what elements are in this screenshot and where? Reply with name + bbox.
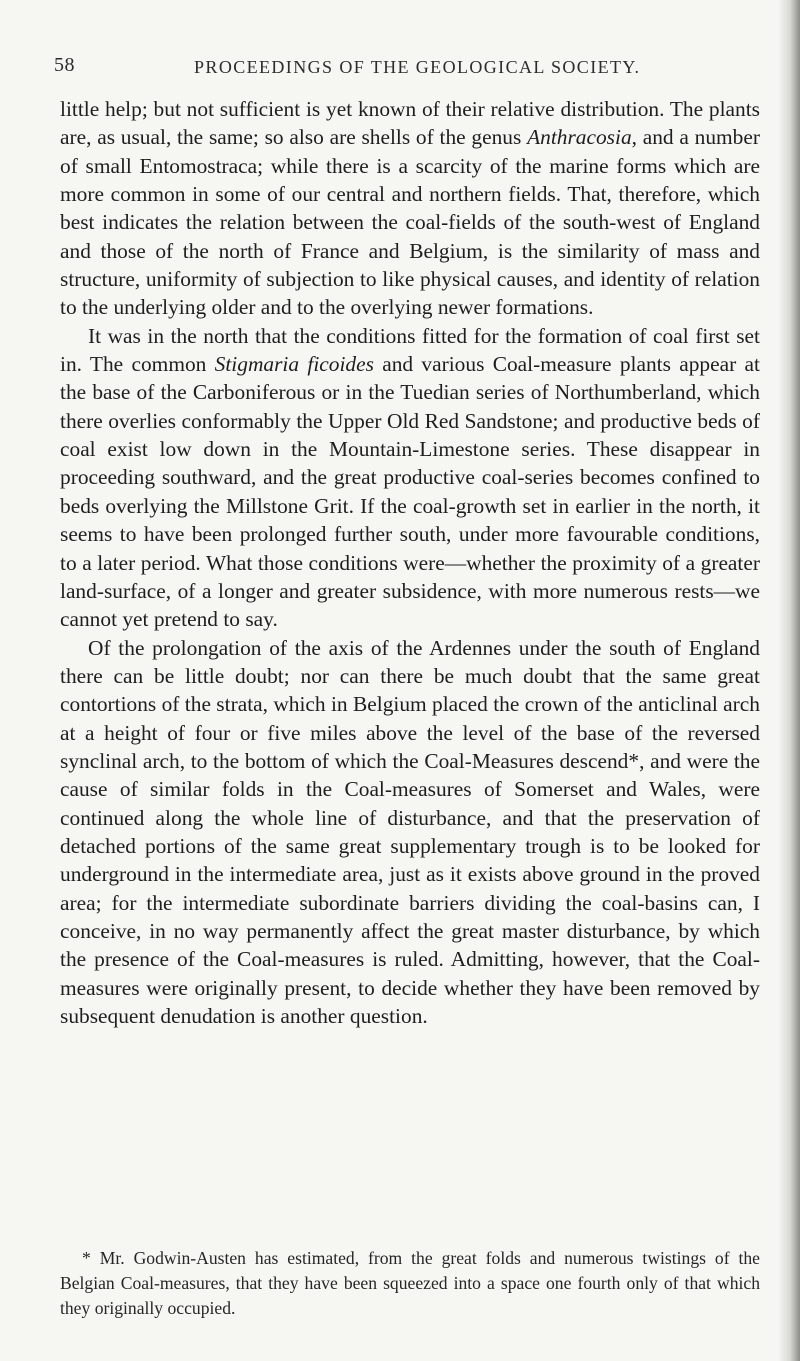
genus-anthracosia: Anthracosia [527,125,632,150]
paragraph-2-text-b: and various Coal-measure plants appear at the base of the Carboniferous or in the Tuedian series of Northumberland, which there overlies conformably the Upper Old Red Sandstone; and productive beds of coal exist low down in the Mountain-Limestone series. These disappear in proceeding southward, and the great productive coal-series becomes confined to beds overlying the Millstone Grit. If the coal-growth set in earlier in the north, it seems to have been prolonged further south, under more favourable conditions, to a later period. What those conditions were—whether the proximity of a greater land-surface, of a longer and greater subsidence, with more numerous rests—we cannot yet pretend to say. [60,352,760,632]
journal-title: PROCEEDINGS OF THE GEOLOGICAL SOCIETY. [194,57,641,77]
paragraph-3: Of the prolongation of the axis of the Ardennes under the south of England there can be little doubt; nor can there be much doubt that the same great contortions of the strata, which in Belgium placed the crown of the anticlinal arch at a height of four or five miles above the level of the base of the reversed synclinal arch, to the bottom of which the Coal-Measures descend*, and were the cause of similar folds in the Coal-measures of Somerset and Wales, were continued along the whole line of disturbance, and that the preservation of detached portions of the same great supplementary trough is to be looked for underground in the intermediate area, just as it exists above ground in the proved area; for the intermediate subordinate barriers dividing the coal-basins can, I conceive, in no way permanently affect the great master disturbance, by which the presence of the Coal-measures is ruled. Admitting, however, that the Coal-measures were originally present, to decide whether they have been removed by subsequent denudation is another question. [60,635,760,1028]
paragraph-1-text-a: little help; but not sufficient is yet known of their relative distribution. The plants are, as usual, the same; so also are shells of the genus [60,97,760,150]
body-text [60,95,760,1030]
paragraph-2-text-a: It was in the north that the conditions fitted for the formation of coal first set in. The common [60,323,760,377]
footnote: * Mr. Godwin-Austen has estimated, from the great folds and numerous twistings of the Belgian Coal-measures, that they have been squeezed into a space one fourth only of that which they originally occupied. [60,1248,760,1318]
page-number: 58 [54,54,75,76]
paragraph-2 [60,322,760,634]
paragraph-1 [60,95,760,322]
species-stigmaria-ficoides: Stigmaria ficoides [214,352,374,377]
running-head [0,54,800,84]
page-edge-shadow [778,0,800,1361]
paragraph-1-text-b: , and a number of small Entomostraca; while there is a scarcity of the marine forms which are more common in some of our central and northern fields. That, therefore, which best indicates the relation between the coal-fields of the south-west of England and those of the north of France and Belgium, is the similarity of mass and structure, uniformity of subjection to like physical causes, and identity of relation to the underlying older and to the overlying newer formations. [60,125,760,320]
